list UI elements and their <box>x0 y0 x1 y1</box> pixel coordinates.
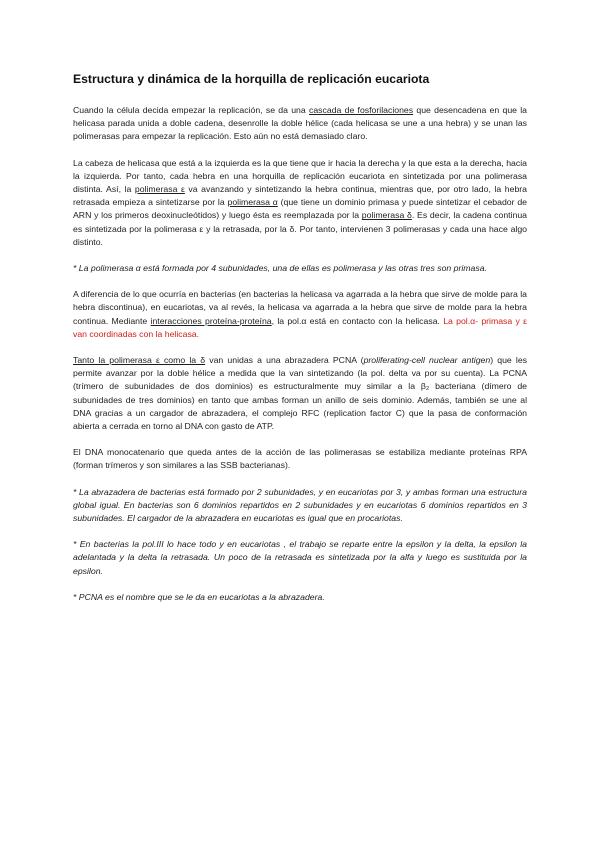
text-run: , la pol.α está en contacto con la helicasa. <box>271 315 444 326</box>
italic-term: proliferating-cell nuclear antigen <box>363 355 491 366</box>
paragraph-replication-start <box>73 104 527 144</box>
text-run: Cuando la célula decida empezar la replicación, se da una <box>73 105 309 115</box>
text-run: va avanzando y sintetizando la hebra continua, mientras que, por otro lado, la hebra retrasada empieza a sintetizarse por la <box>73 184 527 208</box>
text-run: (que tiene un dominio primasa y puede sintetizar el cebador de ARN y los primeros deoxinucleótidos) y luego ésta es reemplazada por la <box>73 197 527 221</box>
note-polymerase-alpha: * La polimerasa α está formada por 4 subunidades, una de ellas es polimerasa y las otras tres son primasa. <box>73 263 487 274</box>
page-title: Estructura y dinámica de la horquilla de replicación eucariota <box>73 72 430 86</box>
text-run: que desencadena en que la helicasa parada unida a doble cadena, desenrolle la doble hélice (cada helicasa se une a una hebra) y se unan las polimerasas para empezar la replicación. Esto aún no está demasiado claro. <box>73 105 528 142</box>
underlined-term: interacciones proteína-proteína <box>150 315 272 326</box>
underlined-term: polimerasa δ <box>361 210 412 221</box>
underlined-term: polimerasa ε <box>134 184 185 195</box>
text-run: ) que les permite avanzar por la doble hélice a medida que la van sintetizando (la pol. delta va por su cuenta). La PCNA (trímero de subunidades de dos dominios) es estructuralmente muy similar a la β₂ bacteriana (dímero de subunidades de tres dominios) en tanto que ambas forman un anillo de seis dominio. Además, también se une al DNA gracias a un cargador de abrazadera, el complejo RFC (replication factor C) que la pasa de conformación abierta a cerrada en torno al DNA con gasto de ATP. <box>73 355 527 432</box>
note-clamp: * La abrazadera de bacterias está formado por 2 subunidades, y en eucariotas por 3, y ambas forman una estructura global igual. En bacterias son 6 dominios repartidos en 2 subunidades y en eucariotas 6 dominios repartidos en 3 subunidades. El cargador de la abrazadera en eucariotas es igual que en procariotas. <box>73 486 527 524</box>
underlined-term: cascada de fosforilaciones <box>309 105 414 115</box>
text-run: La cabeza de helicasa que está a la izquierda es la que tiene que ir hacia la derecha y la que esta a la derecha, hacia la izquierda. Por tanto, cada hebra en una horquilla de replicación eucariota en sintetizada por una polimerasa distinta. Así, la <box>73 157 527 195</box>
underlined-term: Tanto la polimerasa ε como la δ <box>73 355 206 366</box>
paragraph-pcna <box>73 354 527 433</box>
underlined-term: polimerasa α <box>227 197 278 208</box>
highlighted-text: La pol.α- primasa y ε van coordinadas con la helicasa. <box>73 315 527 339</box>
paragraph-rpa: El DNA monocatenario que queda antes de la acción de las polimerasas se estabiliza mediante proteínas RPA (forman trímeros y son similares a las SSB bacterianas). <box>73 447 527 471</box>
paragraph-helicase <box>73 288 527 341</box>
text-run: A diferencia de lo que ocurría en bacterias (en bacterias la helicasa va agarrada a la hebra que sirve de molde para la hebra discontinua), en eucariotas, va al revés, la helicasa va agarrada a la hebra que sirve de molde para la hebra continua. Mediante <box>73 289 527 326</box>
text-run: . Es decir, la cadena continua es sintetizada por la polimerasa ε y la retrasada, por la δ. Por tanto, intervienen 3 polimerasas y cada una hace algo distinto. <box>73 210 527 247</box>
paragraph-polymerases <box>73 157 527 249</box>
note-bacteria-pol3: * En bacterias la pol.III lo hace todo y en eucariotas , el trabajo se reparte entre la epsilon y la delta, la epsilon la adelantada y la delta la retrasada. Un poco de la retrasada es sintetizada por la alfa y luego es sustituida por la epsilon. <box>73 539 527 576</box>
note-pcna: * PCNA es el nombre que se le da en eucariotas a la abrazadera. <box>73 591 325 602</box>
text-run: van unidas a una abrazadera PCNA ( <box>205 355 364 366</box>
